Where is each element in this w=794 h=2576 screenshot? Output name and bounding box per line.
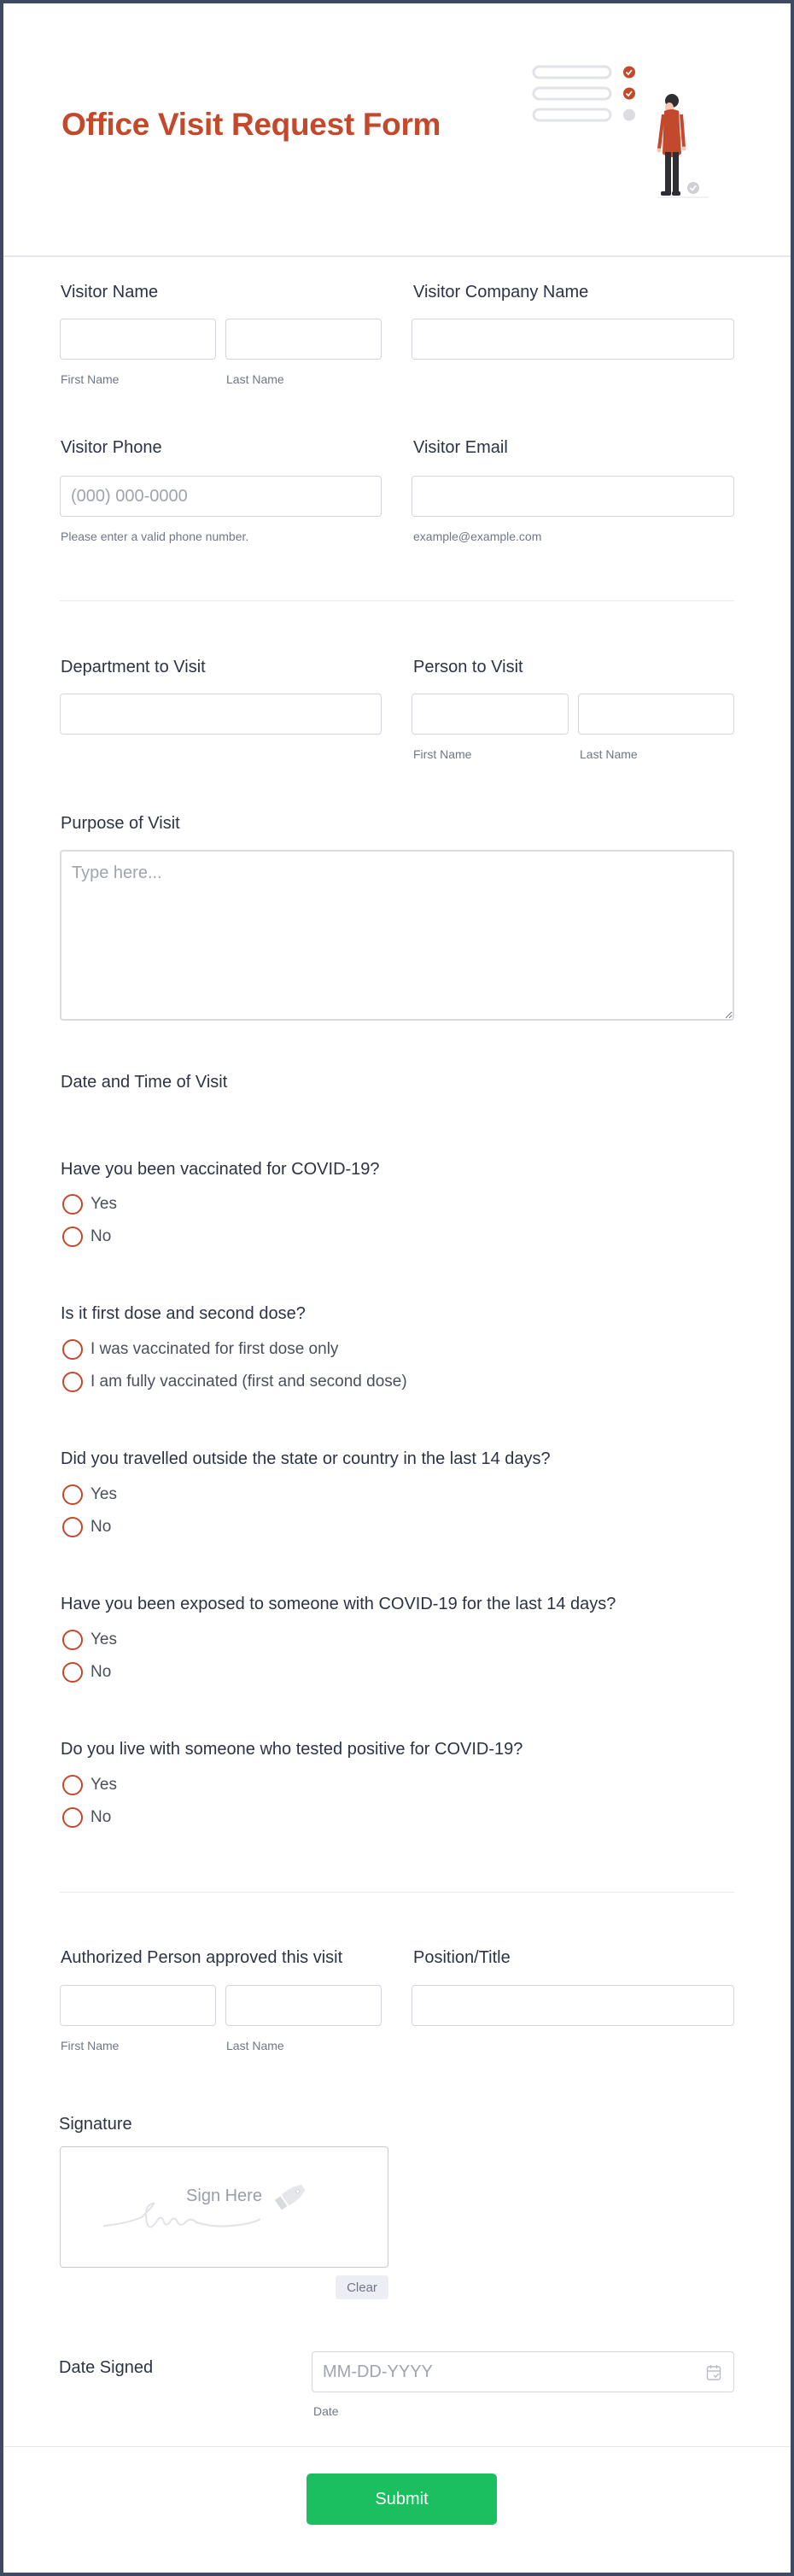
- radio-circle[interactable]: [62, 1662, 83, 1683]
- authorized-person-label: Authorized Person approved this visit: [61, 1948, 343, 1967]
- clear-signature-button[interactable]: Clear: [336, 2275, 388, 2299]
- radio-live-with-yes[interactable]: Yes: [62, 1775, 117, 1795]
- radio-circle[interactable]: [62, 1372, 83, 1392]
- radio-circle[interactable]: [62, 1194, 83, 1215]
- radio-circle[interactable]: [62, 1339, 83, 1360]
- calendar-icon[interactable]: [706, 2364, 721, 2381]
- radio-vaccinated-no[interactable]: No: [62, 1227, 111, 1247]
- radio-circle[interactable]: [62, 1227, 83, 1247]
- section-divider: [60, 600, 734, 601]
- radio-exposed-yes[interactable]: Yes: [62, 1630, 117, 1650]
- footer-divider: [3, 2446, 791, 2447]
- signature-pad[interactable]: [60, 2146, 388, 2268]
- person-to-visit-label: Person to Visit: [413, 658, 523, 676]
- authorized-first-name-sublabel: First Name: [61, 2039, 120, 2052]
- radio-circle[interactable]: [62, 1630, 83, 1650]
- question-dose-label: Is it first dose and second dose?: [61, 1304, 306, 1323]
- visitor-email-hint: example@example.com: [413, 530, 542, 543]
- radio-circle[interactable]: [62, 1775, 83, 1795]
- visitor-company-input[interactable]: [412, 319, 734, 360]
- question-travel-label: Did you travelled outside the state or country in the last 14 days?: [61, 1449, 551, 1468]
- form-illustration: [529, 63, 709, 200]
- radio-live-with-no[interactable]: No: [62, 1807, 111, 1828]
- position-title-input[interactable]: [412, 1985, 734, 2026]
- person-first-name-sublabel: First Name: [413, 747, 472, 761]
- question-vaccinated-label: Have you been vaccinated for COVID-19?: [61, 1160, 380, 1179]
- authorized-first-name-input[interactable]: [60, 1985, 216, 2026]
- date-time-label: Date and Time of Visit: [61, 1073, 228, 1092]
- visitor-last-name-sublabel: Last Name: [226, 372, 284, 386]
- radio-dose-first[interactable]: I was vaccinated for first dose only: [62, 1339, 338, 1360]
- date-signed-field[interactable]: [312, 2351, 734, 2392]
- visitor-name-label: Visitor Name: [61, 283, 159, 302]
- visitor-company-label: Visitor Company Name: [413, 283, 589, 302]
- position-title-label: Position/Title: [413, 1948, 511, 1967]
- question-live-with-label: Do you live with someone who tested positive for COVID-19?: [61, 1740, 523, 1759]
- radio-circle[interactable]: [62, 1807, 83, 1828]
- section-divider: [60, 1892, 734, 1893]
- date-signed-sublabel: Date: [313, 2404, 339, 2418]
- person-first-name-input[interactable]: [412, 694, 569, 735]
- person-last-name-sublabel: Last Name: [580, 747, 638, 761]
- purpose-label: Purpose of Visit: [61, 814, 180, 833]
- purpose-textarea[interactable]: [60, 850, 734, 1021]
- radio-exposed-no[interactable]: No: [62, 1662, 111, 1683]
- radio-circle[interactable]: [62, 1517, 83, 1537]
- visitor-email-input[interactable]: [412, 476, 734, 517]
- person-last-name-input[interactable]: [578, 694, 734, 735]
- radio-circle[interactable]: [62, 1484, 83, 1505]
- visitor-phone-input[interactable]: [60, 476, 382, 517]
- radio-vaccinated-yes[interactable]: Yes: [62, 1194, 117, 1215]
- visitor-last-name-input[interactable]: [225, 319, 382, 360]
- date-signed-input[interactable]: [312, 2352, 733, 2392]
- radio-travel-yes[interactable]: Yes: [62, 1484, 117, 1505]
- date-signed-label: Date Signed: [59, 2358, 154, 2377]
- department-label: Department to Visit: [61, 658, 206, 676]
- sign-here-prompt: Sign Here: [186, 2187, 262, 2205]
- visitor-first-name-input[interactable]: [60, 319, 216, 360]
- signature-label: Signature: [59, 2115, 132, 2134]
- radio-travel-no[interactable]: No: [62, 1517, 111, 1537]
- submit-button[interactable]: Submit: [307, 2474, 497, 2525]
- authorized-last-name-input[interactable]: [225, 1985, 382, 2026]
- visitor-phone-hint: Please enter a valid phone number.: [61, 530, 249, 543]
- visitor-phone-label: Visitor Phone: [61, 438, 162, 457]
- question-exposed-label: Have you been exposed to someone with COVID-19 for the last 14 days?: [61, 1595, 616, 1613]
- signature-pen-icon: [99, 2181, 355, 2250]
- department-input[interactable]: [60, 694, 382, 735]
- visitor-first-name-sublabel: First Name: [61, 372, 120, 386]
- authorized-last-name-sublabel: Last Name: [226, 2039, 284, 2052]
- radio-dose-full[interactable]: I am fully vaccinated (first and second dose): [62, 1372, 407, 1392]
- page-title: Office Visit Request Form: [61, 107, 441, 142]
- visitor-email-label: Visitor Email: [413, 438, 508, 457]
- header-divider: [3, 255, 791, 257]
